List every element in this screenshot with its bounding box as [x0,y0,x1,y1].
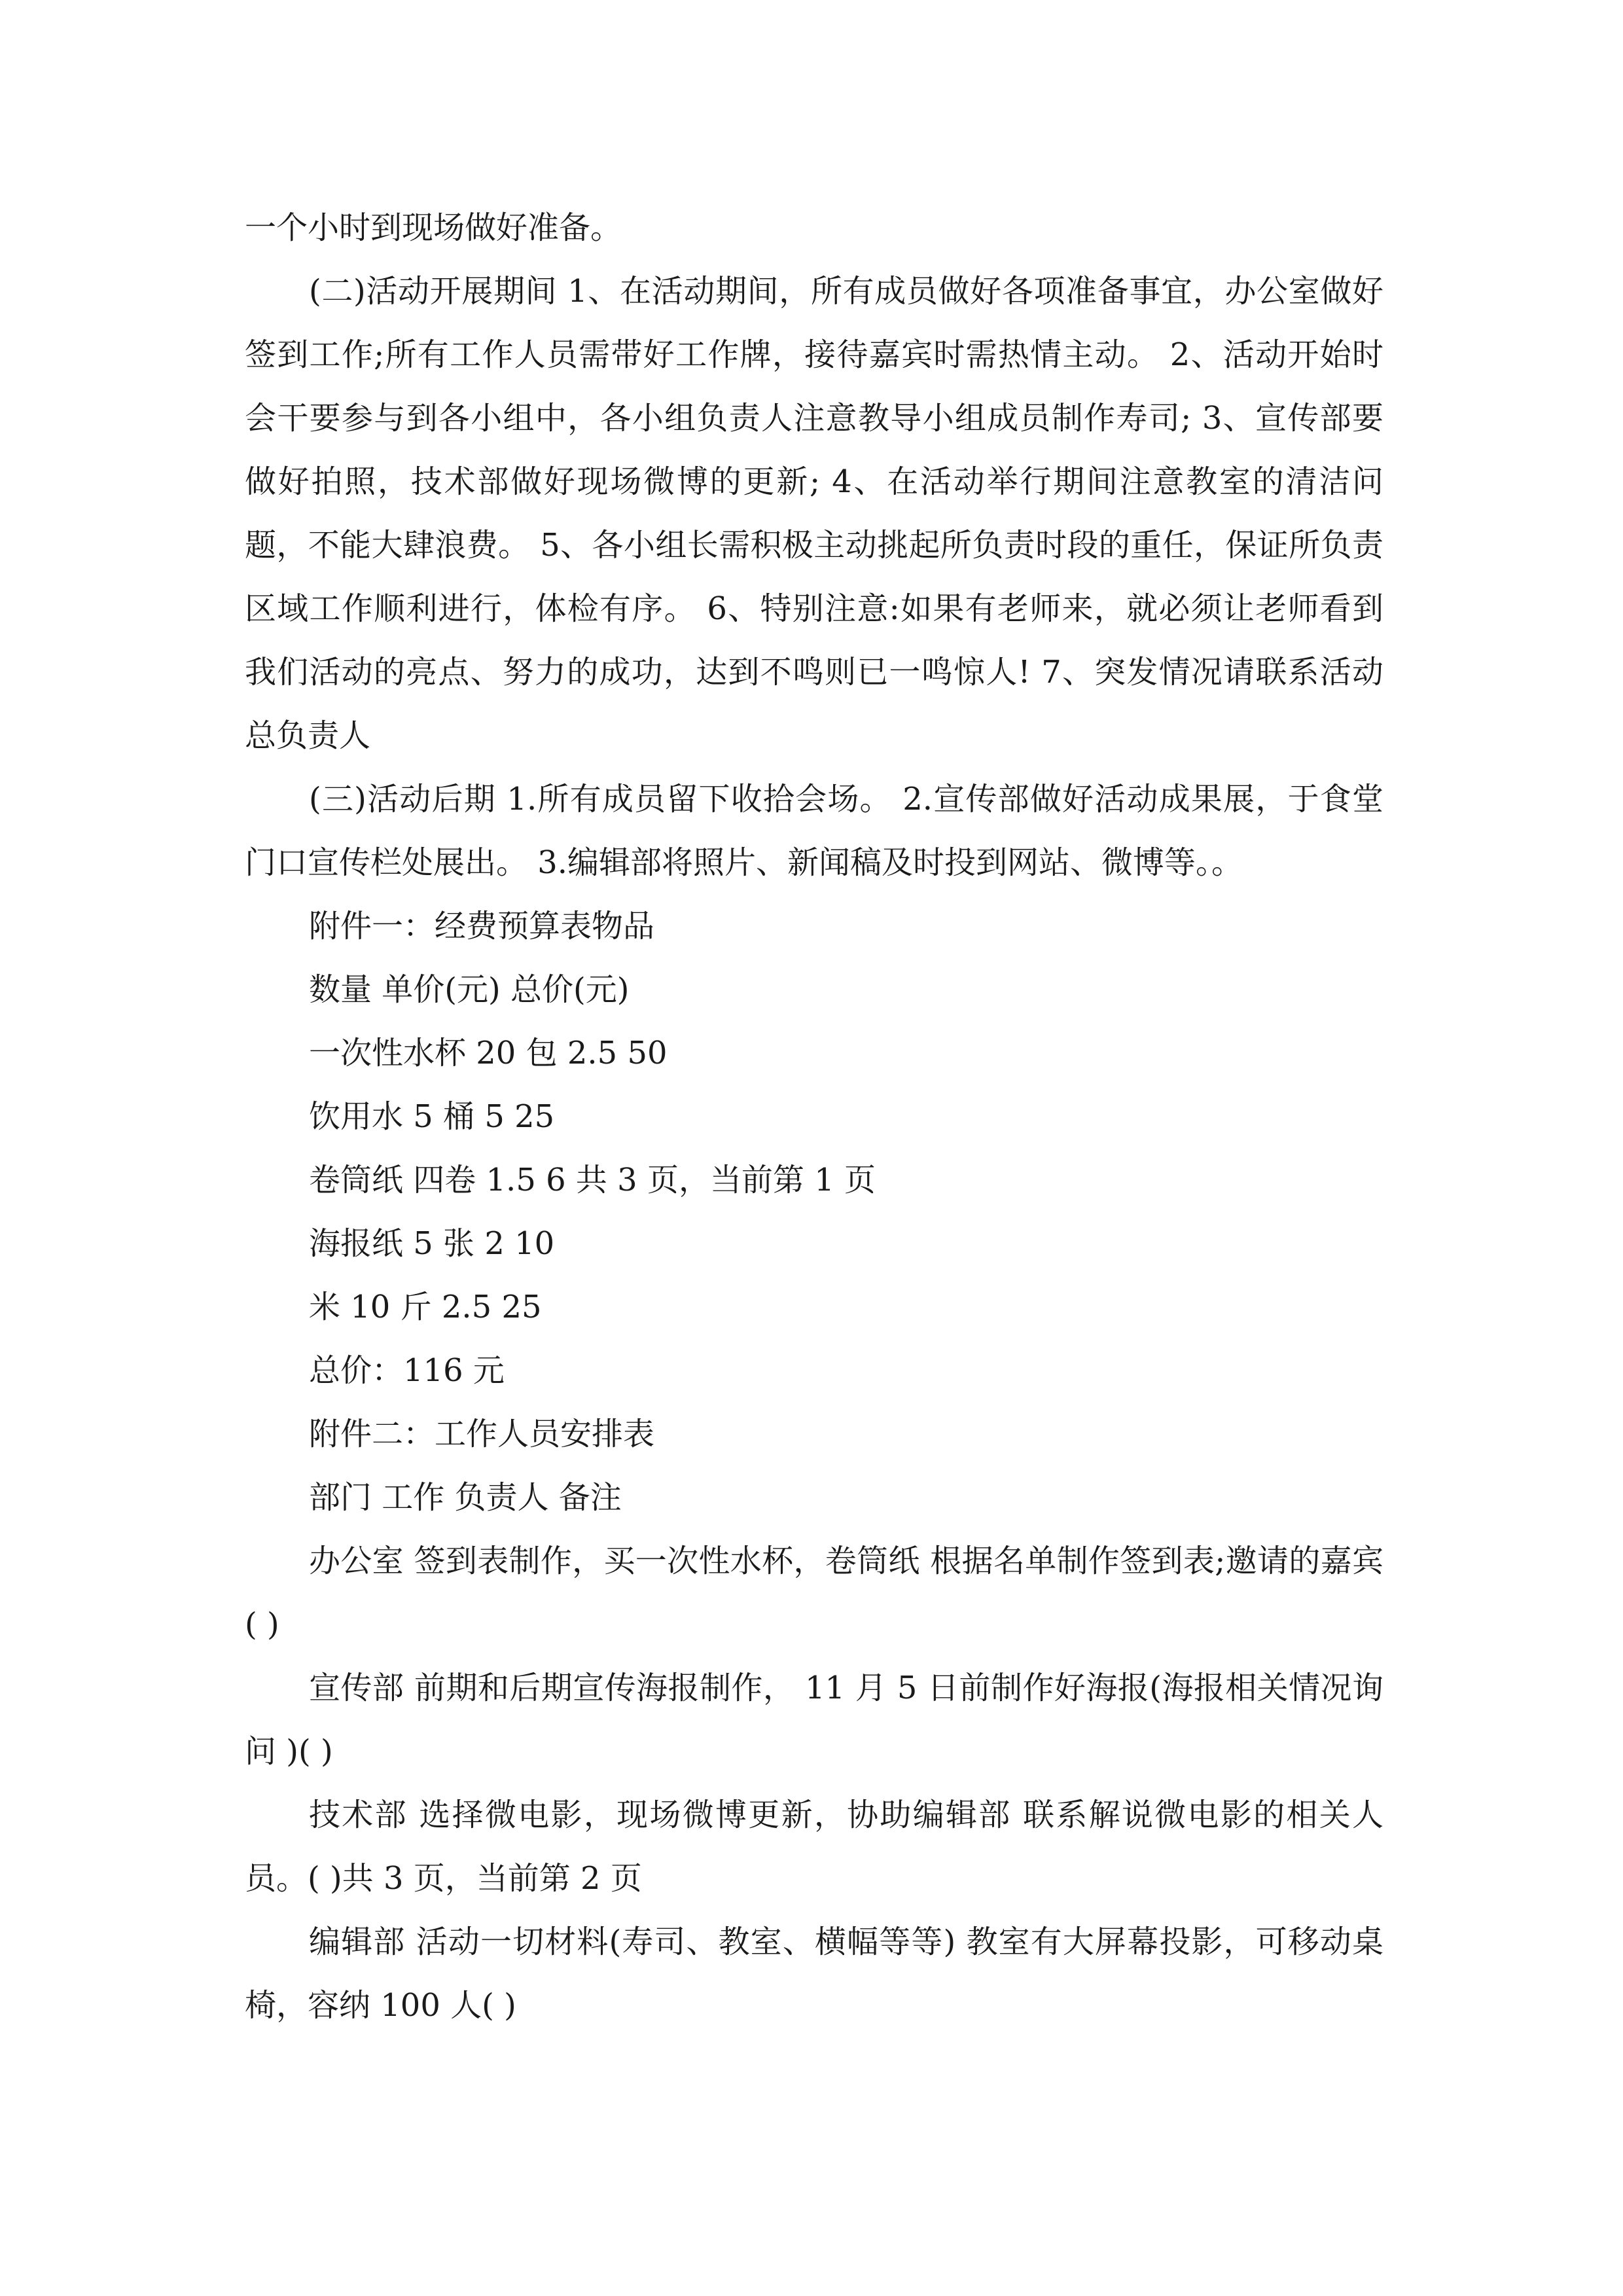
budget-row-rice: 米 10 斤 2.5 25 [309,1289,542,1325]
attachment-two-title: 附件二：工作人员安排表 [309,1416,655,1452]
budget-row-cups: 一次性水杯 20 包 2.5 50 [309,1035,668,1071]
staff-row-editing: 编辑部 活动一切材料(寿司、教室、横幅等等) 教室有大屏幕投影，可移动桌椅，容纳 100 人( ) [245,1924,1383,2024]
paragraph-after-activity: (三)活动后期 1.所有成员留下收拾会场。 2.宣传部做好活动成果展，于食堂门口宣传栏处展出。 3.编辑部将照片、新闻稿及时投到网站、微博等。。 [245,781,1383,881]
budget-row-water: 饮用水 5 桶 5 25 [309,1098,555,1135]
budget-table-header: 数量 单价(元) 总价(元) [309,971,630,1008]
staff-row-publicity: 宣传部 前期和后期宣传海报制作， 11 月 5 日前制作好海报(海报相关情况询问 )( ) [245,1670,1383,1770]
budget-row-tissue: 卷筒纸 四卷 1.5 6 共 3 页，当前第 1 页 [309,1162,876,1198]
paragraph-during-activity: (二)活动开展期间 1、在活动期间，所有成员做好各项准备事宜，办公室做好签到工作;所有工作人员需带好工作牌，接待嘉宾时需热情主动。 2、活动开始时会干要参与到各小组中，各小组负责人注意教导小组成员制作寿司; 3、宣传部要做好拍照，技术部做好现场微博的更新; 4、在活动举行期间注意教室的清洁问题，不能大肆浪费。 5、各小组长需积极主动挑起所负责时段的重任，保证所负责区域工作顺利进行，体检有序。 6、特别注意:如果有老师来，就必须让老师看到我们活动的亮点、努力的成功，达到不鸣则已一鸣惊人! 7、突发情况请联系活动总负责人 [245,273,1383,754]
staff-table-header: 部门 工作 负责人 备注 [309,1479,622,1516]
paragraph-continuation: 一个小时到现场做好准备。 [245,209,622,246]
staff-row-tech: 技术部 选择微电影，现场微博更新，协助编辑部 联系解说微电影的相关人员。( )共 3 页，当前第 2 页 [245,1797,1383,1897]
staff-row-office: 办公室 签到表制作，买一次性水杯，卷筒纸 根据名单制作签到表;邀请的嘉宾( ) [245,1543,1383,1643]
budget-row-poster-paper: 海报纸 5 张 2 10 [309,1225,555,1262]
document-page [245,196,1383,2037]
attachment-one-title: 附件一：经费预算表物品 [309,908,655,944]
budget-total: 总价：116 元 [309,1352,505,1389]
